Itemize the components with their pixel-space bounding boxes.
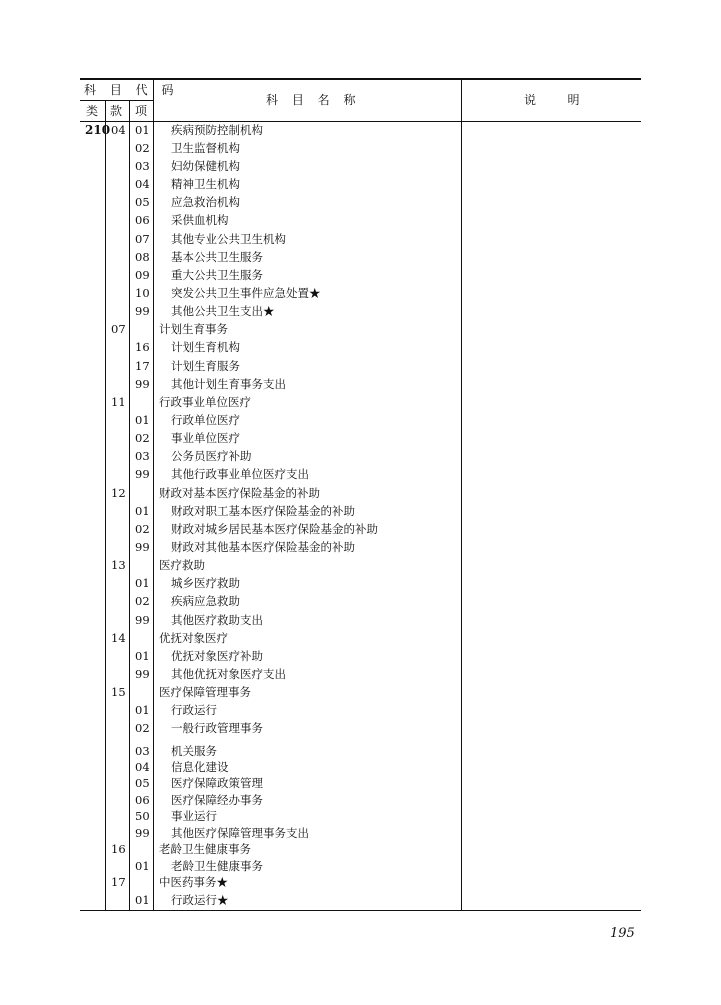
item-code: 02 xyxy=(135,141,150,155)
item-name: 财政对城乡居民基本医疗保险基金的补助 xyxy=(171,522,378,536)
section-code: 13 xyxy=(111,558,126,572)
item-name: 采供血机构 xyxy=(171,213,229,227)
item-name: 机关服务 xyxy=(171,744,217,758)
item-code: 06 xyxy=(135,793,150,807)
item-code: 99 xyxy=(135,377,150,391)
item-name: 其他专业公共卫生机构 xyxy=(171,232,286,246)
item-name: 行政运行★ xyxy=(171,893,229,907)
section-name: 中医药事务★ xyxy=(159,875,228,889)
section-code: 11 xyxy=(111,395,126,409)
item-code: 99 xyxy=(135,304,150,318)
item-name: 医疗保障政策管理 xyxy=(171,776,263,790)
header-item: 项 xyxy=(135,104,153,118)
item-name: 妇幼保健机构 xyxy=(171,159,240,173)
item-name: 疾病应急救助 xyxy=(171,594,240,608)
item-name: 其他优抚对象医疗支出 xyxy=(171,667,286,681)
item-name: 财政对其他基本医疗保险基金的补助 xyxy=(171,540,355,554)
item-code: 03 xyxy=(135,159,150,173)
header-code-group: 科 目 代 码 xyxy=(84,83,179,97)
item-code: 01 xyxy=(135,893,150,907)
item-code: 02 xyxy=(135,522,150,536)
col-divider-name xyxy=(461,79,462,910)
item-code: 04 xyxy=(135,177,150,191)
item-code: 02 xyxy=(135,431,150,445)
header-note: 说 明 xyxy=(524,93,585,107)
item-name: 计划生育机构 xyxy=(171,340,240,354)
item-name: 其他公共卫生支出★ xyxy=(171,304,275,318)
item-code: 01 xyxy=(135,649,150,663)
section-code: 12 xyxy=(111,486,126,500)
item-name: 行政运行 xyxy=(171,703,217,717)
item-code: 01 xyxy=(135,859,150,873)
item-code: 99 xyxy=(135,667,150,681)
table-bottom-rule xyxy=(80,910,641,911)
item-name: 财政对职工基本医疗保险基金的补助 xyxy=(171,504,355,518)
item-name: 信息化建设 xyxy=(171,760,229,774)
col-divider-class xyxy=(105,100,106,910)
section-name: 行政事业单位医疗 xyxy=(159,395,251,409)
item-name: 基本公共卫生服务 xyxy=(171,250,263,264)
item-name: 其他医疗保障管理事务支出 xyxy=(171,826,309,840)
item-name: 一般行政管理事务 xyxy=(171,721,263,735)
class-code: 210 xyxy=(85,123,111,137)
section-name: 医疗保障管理事务 xyxy=(159,685,251,699)
item-name: 应急救治机构 xyxy=(171,195,240,209)
section-name: 财政对基本医疗保险基金的补助 xyxy=(159,486,320,500)
section-name: 医疗救助 xyxy=(159,558,205,572)
header-class: 类 xyxy=(86,104,104,118)
item-name: 事业运行 xyxy=(171,809,217,823)
page-number: 195 xyxy=(610,926,635,941)
section-code: 07 xyxy=(111,322,126,336)
section-code: 15 xyxy=(111,685,126,699)
item-code: 08 xyxy=(135,250,150,264)
header-section: 款 xyxy=(110,104,128,118)
section-code: 17 xyxy=(111,875,126,889)
item-name: 优抚对象医疗补助 xyxy=(171,649,263,663)
item-code: 07 xyxy=(135,232,150,246)
item-name: 精神卫生机构 xyxy=(171,177,240,191)
header-code-divider xyxy=(80,100,153,101)
item-name: 其他行政事业单位医疗支出 xyxy=(171,467,309,481)
item-code: 01 xyxy=(135,123,150,137)
item-code: 05 xyxy=(135,195,150,209)
item-code: 02 xyxy=(135,721,150,735)
header-subject-name: 科 目 名 称 xyxy=(266,93,361,107)
item-code: 09 xyxy=(135,268,150,282)
item-name: 城乡医疗救助 xyxy=(171,576,240,590)
item-code: 01 xyxy=(135,504,150,518)
item-code: 03 xyxy=(135,744,150,758)
item-name: 事业单位医疗 xyxy=(171,431,240,445)
section-code: 04 xyxy=(111,123,126,137)
item-name: 重大公共卫生服务 xyxy=(171,268,263,282)
item-name: 突发公共卫生事件应急处置★ xyxy=(171,286,321,300)
item-name: 其他计划生育事务支出 xyxy=(171,377,286,391)
item-code: 16 xyxy=(135,340,150,354)
col-divider-section xyxy=(129,100,130,910)
item-code: 01 xyxy=(135,703,150,717)
section-code: 14 xyxy=(111,631,126,645)
item-code: 99 xyxy=(135,613,150,627)
item-name: 其他医疗救助支出 xyxy=(171,613,263,627)
item-code: 10 xyxy=(135,286,150,300)
section-code: 16 xyxy=(111,842,126,856)
col-divider-item xyxy=(153,79,154,910)
item-name: 计划生育服务 xyxy=(171,359,240,373)
item-code: 50 xyxy=(135,809,150,823)
item-code: 01 xyxy=(135,413,150,427)
item-code: 99 xyxy=(135,826,150,840)
header-bottom-rule xyxy=(80,121,641,122)
item-code: 05 xyxy=(135,776,150,790)
section-name: 老龄卫生健康事务 xyxy=(159,842,251,856)
item-name: 行政单位医疗 xyxy=(171,413,240,427)
item-name: 公务员医疗补助 xyxy=(171,449,252,463)
item-code: 02 xyxy=(135,594,150,608)
table-top-rule xyxy=(80,78,641,80)
section-name: 计划生育事务 xyxy=(159,322,228,336)
item-name: 疾病预防控制机构 xyxy=(171,123,263,137)
item-code: 99 xyxy=(135,540,150,554)
item-code: 03 xyxy=(135,449,150,463)
section-name: 优抚对象医疗 xyxy=(159,631,228,645)
item-code: 06 xyxy=(135,213,150,227)
item-code: 99 xyxy=(135,467,150,481)
item-name: 卫生监督机构 xyxy=(171,141,240,155)
item-name: 老龄卫生健康事务 xyxy=(171,859,263,873)
item-code: 01 xyxy=(135,576,150,590)
item-code: 04 xyxy=(135,760,150,774)
item-code: 17 xyxy=(135,359,150,373)
item-name: 医疗保障经办事务 xyxy=(171,793,263,807)
